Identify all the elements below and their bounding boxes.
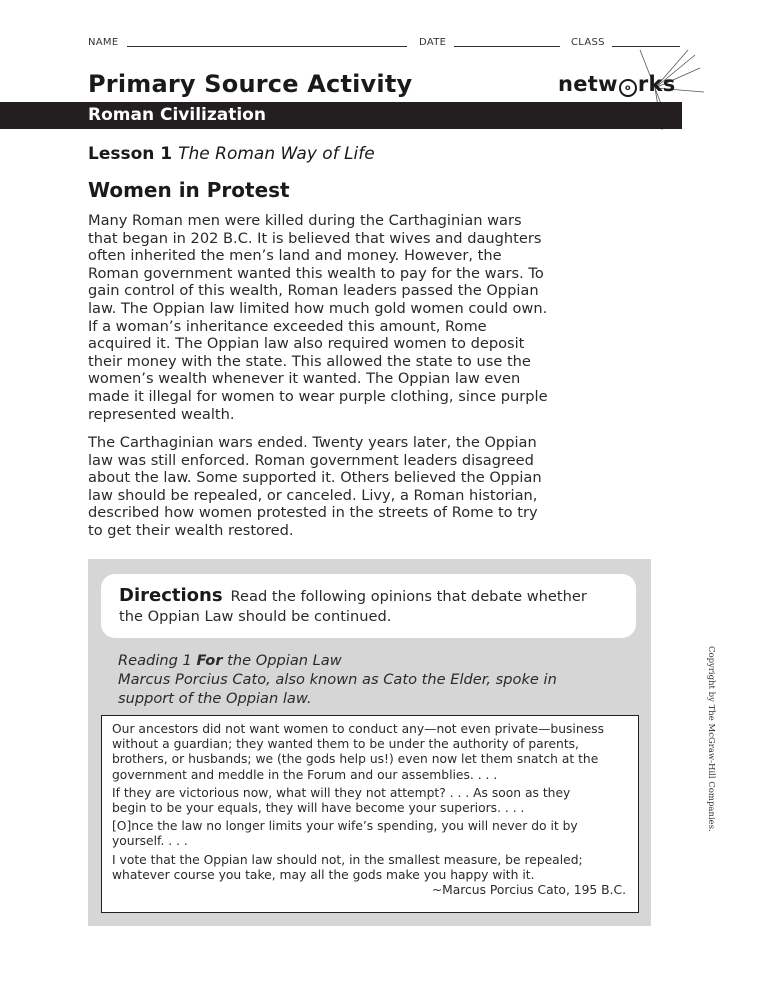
copyright-notice: Copyright by The McGraw-Hill Companies.: [706, 646, 716, 832]
paragraph-2: The Carthaginian wars ended. Twenty years later, the Oppian law was still enforced. Roman government leaders disagreed about the law. Some supported it. Others believed the Oppian law should be repealed, or canceled. Livy, a Roman historian, described how women protested in the streets of Rome to try to get their wealth restored.: [88, 434, 542, 539]
quote-attribution: ~Marcus Porcius Cato, 195 B.C.: [431, 883, 626, 898]
section-heading: Women in Protest: [88, 178, 290, 202]
date-line[interactable]: [454, 46, 560, 47]
name-label: NAME: [88, 37, 119, 48]
quote-paragraph-2: If they are victorious now, what will they not attempt? . . . As soon as they begin to be your equals, they will have become your superiors. . . .: [112, 785, 571, 816]
directions-line-2: the Oppian Law should be continued.: [119, 608, 392, 625]
directions-line-1: Read the following opinions that debate whether: [230, 588, 587, 605]
date-label: DATE: [419, 37, 447, 48]
quote-paragraph-1: Our ancestors did not want women to conduct any—not even private—business without a guardian; they wanted them to be under the authority of parents, brothers, or husbands; we (the gods help us!) even now let them snatch at the government and meddle in the Forum and our assemblies. . . .: [112, 722, 604, 782]
brand-o-icon: o: [619, 79, 637, 97]
directions-label: Directions: [119, 585, 223, 606]
quote-paragraph-4: I vote that the Oppian law should not, in the smallest measure, be repealed; whatever course you take, may all the gods make you happy with it.: [112, 852, 583, 882]
quote-text: [112, 722, 632, 898]
directions: [119, 586, 587, 627]
reading-for: For: [196, 652, 223, 669]
class-line[interactable]: [612, 46, 680, 47]
class-label: CLASS: [571, 37, 605, 48]
reading-intro: Reading 1 For the Oppian Law Marcus Porcius Cato, also known as Cato the Elder, spoke in support of the Oppian law.: [118, 652, 557, 707]
lesson-label: Lesson 1: [88, 144, 173, 164]
lesson-subtitle: The Roman Way of Life: [178, 144, 375, 164]
band-title: Roman Civilization: [88, 105, 266, 125]
lesson-line: [88, 144, 375, 164]
quote-paragraph-3: [O]nce the law no longer limits your wife’s spending, you will never do it by yourself. . . .: [112, 819, 578, 849]
name-line[interactable]: [127, 46, 407, 47]
page-title: Primary Source Activity: [88, 70, 413, 98]
networks-logo: netw o rks: [558, 72, 676, 96]
paragraph-1: Many Roman men were killed during the Carthaginian wars that began in 202 B.C. It is believed that wives and daughters often inherited the men’s land and money. However, the Roman government wanted this wealth to pay for the wars. To gain control of this wealth, Roman leaders passed the Oppian law. The Oppian law limited how much gold women could own. If a woman’s inheritance exceeded this amount, Rome acquired it. The Oppian law also required women to deposit their money with the state. This allowed the state to use the women’s wealth whenever it wanted. The Oppian law even made it illegal for women to wear purple clothing, since purple represented wealth.: [88, 212, 548, 423]
